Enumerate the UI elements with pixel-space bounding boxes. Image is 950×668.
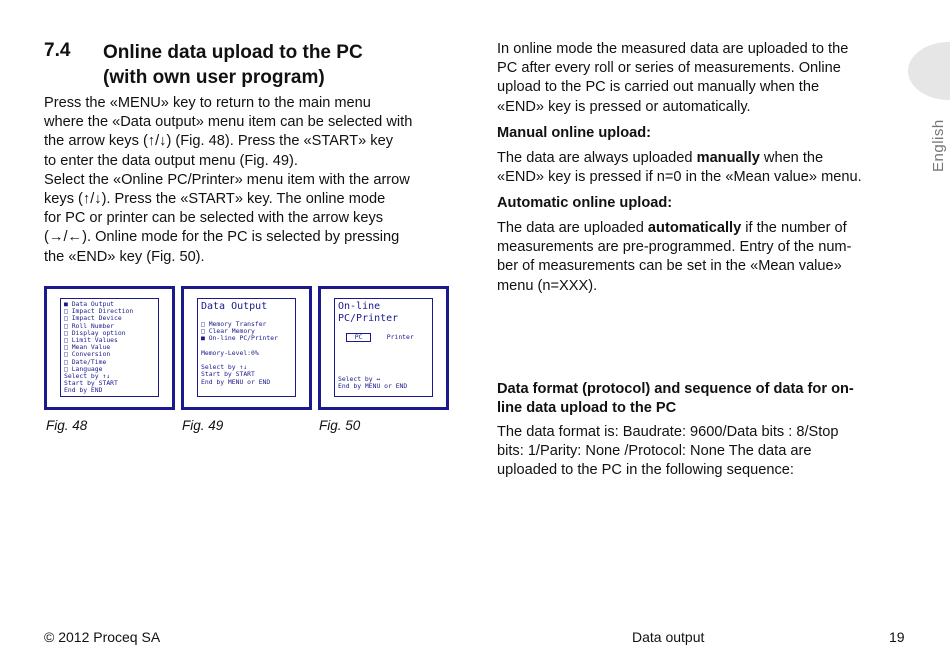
- text-line: upload to the PC is carried out manually when the: [497, 79, 820, 96]
- text-line: measurements are pre-programmed. Entry of the num-: [497, 239, 852, 256]
- menu-line: ■ Data Output: [64, 300, 115, 308]
- text-line: uploaded to the PC in the following sequence:: [497, 462, 794, 479]
- printer-option: Printer: [386, 333, 414, 341]
- menu-line: □ Conversion: [64, 350, 111, 359]
- instructions-paragraph: [44, 94, 456, 267]
- figure-50-caption: Fig. 50: [319, 418, 361, 433]
- automatic-upload-paragraph: [497, 219, 909, 296]
- figure-48-display: [60, 298, 159, 397]
- figure-49-screen: [181, 286, 312, 410]
- automatic-upload-heading: Automatic online upload:: [497, 195, 673, 211]
- figure-48-caption: Fig. 48: [46, 418, 88, 433]
- menu-line: □ Impact Device: [64, 314, 122, 323]
- pc-option: PC: [346, 333, 372, 342]
- text-line: keys (↑/↓). Press the «START» key. The online mode: [44, 191, 386, 208]
- menu-line: □ Language: [64, 364, 103, 373]
- data-format-paragraph: [497, 423, 909, 481]
- text-line: for PC or printer can be selected with the arrow keys: [44, 210, 384, 227]
- language-label: English: [930, 119, 947, 172]
- text-line: Select the «Online PC/Printer» menu item with the arrow: [44, 171, 410, 188]
- footer-section: Data output: [632, 629, 705, 645]
- text-line: In online mode the measured data are uploaded to the: [497, 41, 849, 57]
- text-line: Press the «MENU» key to return to the main menu: [44, 95, 371, 111]
- footer-copyright: © 2012 Proceq SA: [44, 629, 161, 645]
- figure-49-display: [197, 298, 296, 397]
- menu-line: Select by ↑↓: [64, 372, 111, 381]
- heading-line: Data format (protocol) and sequence of data for on-: [497, 381, 854, 397]
- language-tab: [908, 42, 950, 100]
- screen-title: On-line PC/Printer: [338, 301, 399, 324]
- text-line: [497, 219, 909, 238]
- page-number: 19: [889, 629, 905, 645]
- text-line: «END» key is pressed or automatically.: [497, 98, 751, 115]
- menu-line: □ Date/Time: [64, 357, 107, 366]
- text-line: to enter the data output menu (Fig. 49).: [44, 152, 298, 169]
- section-title-line1: Online data upload to the PC: [103, 42, 363, 63]
- text-line: [497, 149, 909, 168]
- menu-line: Memory-Level:0%: [201, 348, 259, 357]
- section-title-line2: (with own user program): [103, 67, 325, 88]
- text-line: the «END» key (Fig. 50).: [44, 248, 205, 265]
- figure-50-screen: [318, 286, 449, 410]
- menu-line: □ Mean Value: [64, 343, 111, 352]
- manual-upload-paragraph: [497, 149, 909, 187]
- data-format-heading: [497, 380, 909, 418]
- menu-line: Start by START: [64, 379, 118, 388]
- emphasis: automatically: [647, 220, 742, 236]
- text-run: if the number of: [741, 220, 847, 236]
- menu-line: Start by START: [201, 370, 255, 379]
- menu-line: □ Clear Memory: [201, 327, 255, 336]
- text-line: (→/←). Online mode for the PC is selected by pressing: [44, 229, 400, 246]
- menu-line: □ Memory Transfer: [201, 320, 267, 328]
- text-run: The data are uploaded: [497, 220, 648, 236]
- menu-line: Select by ↑↓: [201, 363, 248, 372]
- text-line: «END» key is pressed if n=0 in the «Mean value» menu.: [497, 169, 862, 186]
- menu-line: Select by ↔: [338, 375, 381, 384]
- text-line: menu (n=XXX).: [497, 277, 598, 294]
- text-line: ber of measurements can be set in the «Mean value»: [497, 258, 842, 275]
- mode-options: [338, 333, 429, 342]
- menu-line: ■ On-line PC/Printer: [201, 334, 278, 343]
- text-line: The data format is: Baudrate: 9600/Data bits : 8/Stop: [497, 424, 839, 440]
- figure-50-display: [334, 298, 433, 397]
- section-number: 7.4: [44, 40, 71, 61]
- figure-48-screen: [44, 286, 175, 410]
- section-title: [103, 40, 433, 90]
- text-line: PC after every roll or series of measurements. Online: [497, 60, 841, 77]
- text-line: where the «Data output» menu item can be selected with: [44, 114, 413, 131]
- menu-line: □ Limit Values: [64, 336, 118, 345]
- heading-line: line data upload to the PC: [497, 400, 677, 417]
- text-line: the arrow keys (↑/↓) (Fig. 48). Press the «START» key: [44, 133, 394, 150]
- manual-upload-heading: Manual online upload:: [497, 125, 652, 141]
- emphasis: manually: [696, 150, 760, 166]
- intro-paragraph: [497, 40, 909, 117]
- menu-line: □ Roll Number: [64, 321, 115, 330]
- menu-line: End by END: [64, 386, 103, 395]
- menu-line: End by MENU or END: [338, 382, 408, 391]
- text-line: bits: 1/Parity: None /Protocol: None The data are: [497, 443, 812, 460]
- menu-line: End by MENU or END: [201, 377, 271, 386]
- text-run: when the: [759, 150, 824, 166]
- menu-line: □ Impact Direction: [64, 307, 134, 316]
- menu-line: □ Display option: [64, 328, 126, 337]
- screen-title: Data Output: [201, 301, 268, 312]
- text-run: The data are always uploaded: [497, 150, 697, 166]
- figure-49-caption: Fig. 49: [182, 418, 224, 433]
